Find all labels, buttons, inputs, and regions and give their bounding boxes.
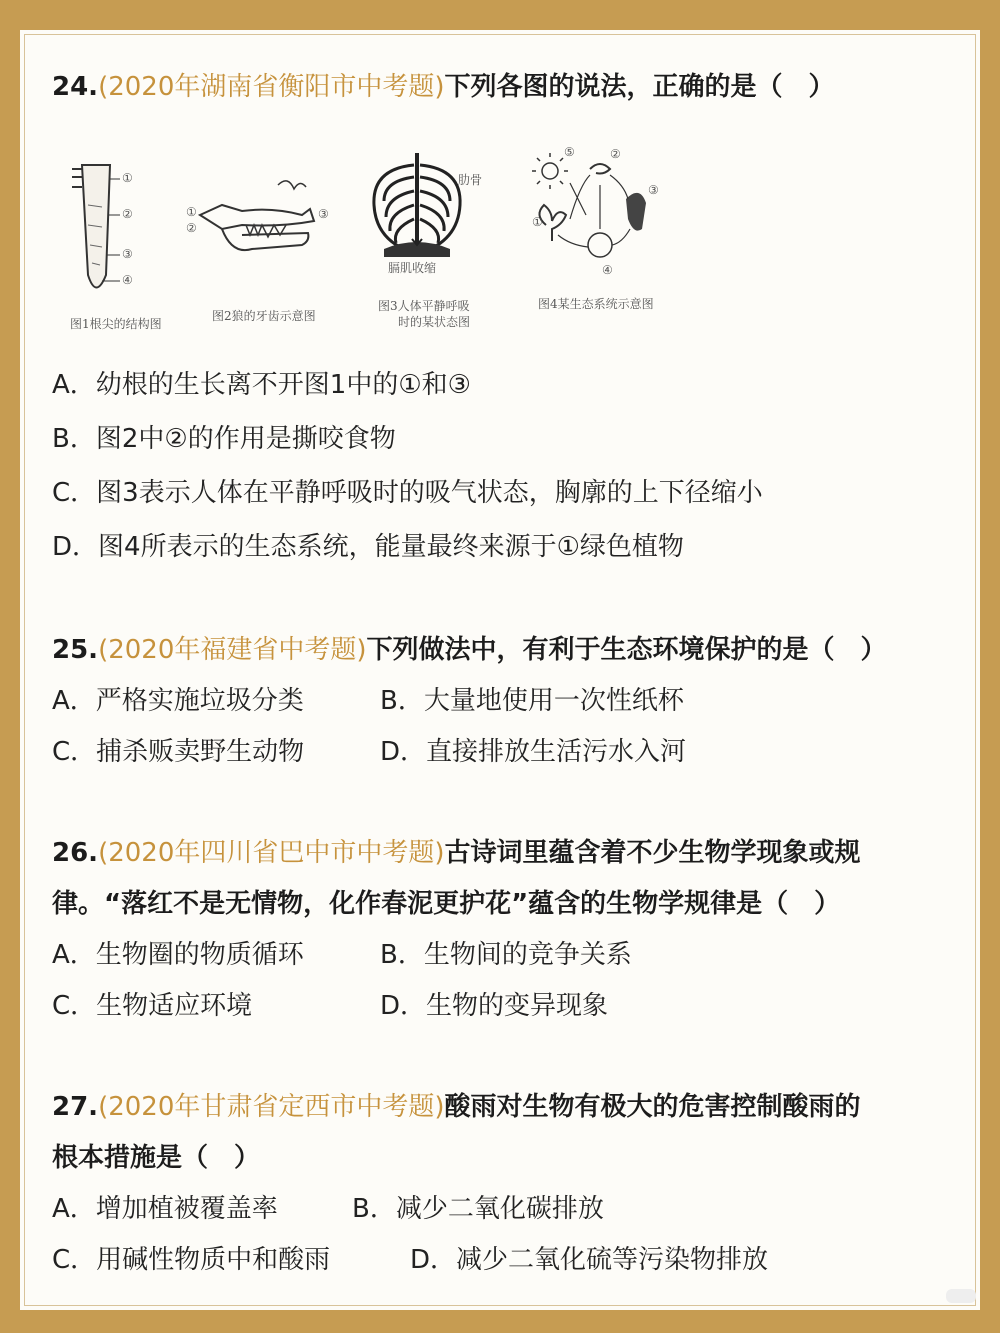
question-number: 25. xyxy=(52,635,99,665)
question-source: (2020年湖南省衡阳市中考题) xyxy=(98,72,445,102)
option-b[interactable]: B．生物间的竞争关系 xyxy=(380,940,632,970)
fig3-caption-line2: 时的某状态图 xyxy=(398,315,471,329)
option-a[interactable]: A．生物圈的物质循环 xyxy=(52,940,304,970)
figure-wolf-teeth xyxy=(182,145,332,345)
fig1-label-4: ④ xyxy=(122,273,133,287)
question-27-stem xyxy=(52,1082,960,1184)
ecosystem-drawing xyxy=(530,145,660,275)
option-a[interactable]: A．幼根的生长离不开图1中的①和③ xyxy=(52,370,471,400)
fig1-label-2: ② xyxy=(122,207,133,221)
option-row xyxy=(52,930,960,981)
question-number: 24. xyxy=(52,72,99,102)
question-number: 27. xyxy=(52,1092,99,1122)
fig4-caption: 图4某生态系统示意图 xyxy=(538,297,654,311)
fig4-label-4: ④ xyxy=(602,263,613,277)
figure-root-tip xyxy=(52,145,172,345)
option-c[interactable]: C．生物适应环境 xyxy=(52,991,253,1021)
option-d[interactable]: D．生物的变异现象 xyxy=(380,991,609,1021)
option-c[interactable]: C．捕杀贩卖野生动物 xyxy=(52,737,305,767)
question-26-options xyxy=(52,930,960,1032)
figure-rib-cage xyxy=(362,145,512,345)
fig4-label-5: ⑤ xyxy=(564,145,575,159)
question-25-stem xyxy=(52,625,960,676)
option-b[interactable]: B．大量地使用一次性纸杯 xyxy=(380,686,684,716)
question-24-stem xyxy=(52,62,960,113)
question-text: 下列做法中，有利于生态环境保护的是（ ） xyxy=(366,635,887,665)
option-row xyxy=(52,676,960,727)
question-source: (2020年四川省巴中市中考题) xyxy=(98,838,445,868)
fig4-label-1: ① xyxy=(532,215,543,229)
wolf-teeth-drawing xyxy=(182,145,332,275)
question-source: (2020年甘肃省定西市中考题) xyxy=(98,1092,445,1122)
question-24-figures xyxy=(52,145,692,345)
option-row xyxy=(52,414,960,465)
fig2-label-1: ① xyxy=(186,205,197,219)
fig2-label-3: ③ xyxy=(318,207,329,221)
option-b[interactable]: B．图2中②的作用是撕咬食物 xyxy=(52,424,396,454)
option-row xyxy=(52,1184,960,1235)
stem-line: 律。“落红不是无情物，化作春泥更护花”蕴含的生物学规律是（ ） xyxy=(52,889,841,919)
rib-cage-drawing xyxy=(362,145,472,275)
stem-line: 根本措施是（ ） xyxy=(52,1143,261,1173)
option-row xyxy=(52,468,960,519)
option-row xyxy=(52,981,960,1032)
stem-line xyxy=(52,828,960,879)
fig3-diaphragm-label: 膈肌收缩 xyxy=(388,261,437,275)
figure-ecosystem xyxy=(530,145,680,345)
question-26-stem xyxy=(52,828,960,930)
fig1-label-3: ③ xyxy=(122,247,133,261)
question-25-options xyxy=(52,676,960,778)
option-b[interactable]: B．减少二氧化碳排放 xyxy=(352,1194,604,1224)
option-d[interactable]: D．图4所表示的生态系统，能量最终来源于①绿色植物 xyxy=(52,532,684,562)
option-row xyxy=(52,1235,960,1286)
option-c[interactable]: C．用碱性物质中和酸雨 xyxy=(52,1245,331,1275)
question-number: 26. xyxy=(52,838,99,868)
watermark-badge xyxy=(946,1289,976,1303)
question-27-options xyxy=(52,1184,960,1286)
fig3-caption-line1: 图3人体平静呼吸 xyxy=(378,299,470,313)
fig2-caption: 图2狼的牙齿示意图 xyxy=(212,309,316,323)
stem-line xyxy=(52,1082,960,1133)
question-text: 酸雨对生物有极大的危害控制酸雨的 xyxy=(444,1092,861,1122)
root-tip-drawing xyxy=(52,145,172,305)
option-a[interactable]: A．增加植被覆盖率 xyxy=(52,1194,278,1224)
option-c[interactable]: C．图3表示人体在平静呼吸时的吸气状态，胸廓的上下径缩小 xyxy=(52,478,763,508)
fig1-caption: 图1根尖的结构图 xyxy=(70,317,162,331)
fig4-label-3: ③ xyxy=(648,183,659,197)
option-d[interactable]: D．直接排放生活污水入河 xyxy=(380,737,687,767)
fig4-label-2: ② xyxy=(610,147,621,161)
question-source: (2020年福建省中考题) xyxy=(98,635,367,665)
question-text: 下列各图的说法，正确的是（ ） xyxy=(444,72,835,102)
option-row xyxy=(52,522,960,573)
option-row xyxy=(52,727,960,778)
question-text: 古诗词里蕴含着不少生物学现象或规 xyxy=(444,838,861,868)
option-d[interactable]: D．减少二氧化硫等污染物排放 xyxy=(410,1245,769,1275)
fig1-label-1: ① xyxy=(122,171,133,185)
option-a[interactable]: A．严格实施垃圾分类 xyxy=(52,686,304,716)
question-24-options xyxy=(52,360,960,573)
fig2-label-2: ② xyxy=(186,221,197,235)
fig3-rib-label: 肋骨 xyxy=(458,173,483,187)
option-row xyxy=(52,360,960,411)
